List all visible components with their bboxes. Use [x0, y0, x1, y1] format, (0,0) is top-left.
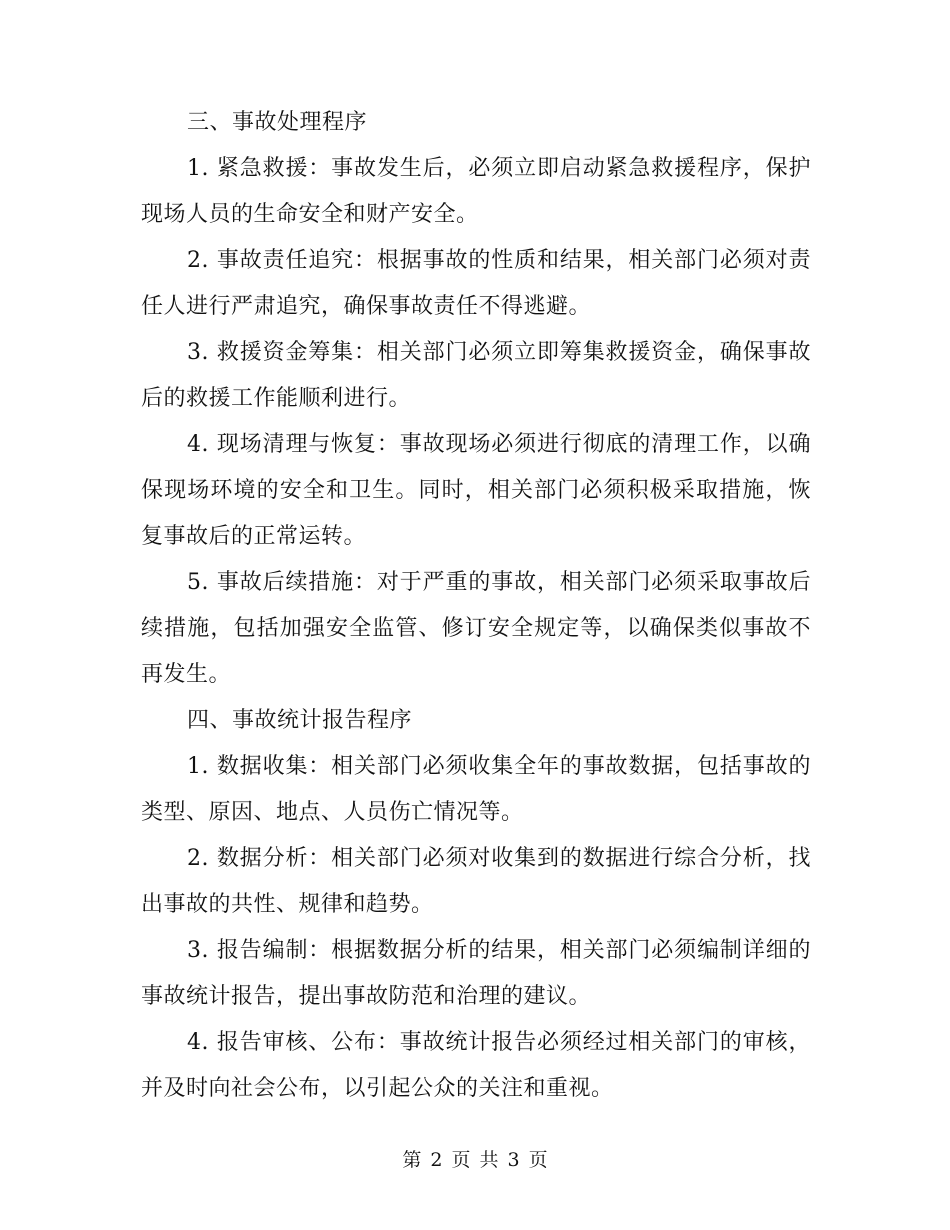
paragraph-follow-up-measures: 5. 事故后续措施：对于严重的事故，相关部门必须采取事故后续措施，包括加强安全监管、修订安全规定等，以确保类似事故不再发生。 [141, 570, 811, 687]
section-heading-accident-handling: 三、事故处理程序 [187, 110, 368, 135]
paragraph-site-cleanup: 4. 现场清理与恢复：事故现场必须进行彻底的清理工作，以确保现场环境的安全和卫生。同时，相关部门必须积极采取措施，恢复事故后的正常运转。 [141, 432, 811, 549]
paragraph-data-analysis: 2. 数据分析：相关部门必须对收集到的数据进行综合分析，找出事故的共性、规律和趋势。 [141, 846, 811, 917]
paragraph-liability: 2. 事故责任追究：根据事故的性质和结果，相关部门必须对责任人进行严肃追究，确保事故责任不得逃避。 [141, 248, 811, 319]
section-heading-statistics-report: 四、事故统计报告程序 [187, 708, 413, 733]
paragraph-emergency-rescue: 1. 紧急救援：事故发生后，必须立即启动紧急救援程序，保护现场人员的生命安全和财产安全。 [141, 156, 811, 227]
paragraph-rescue-funds: 3. 救援资金筹集：相关部门必须立即筹集救援资金，确保事故后的救援工作能顺利进行。 [141, 340, 811, 411]
paragraph-data-collection: 1. 数据收集：相关部门必须收集全年的事故数据，包括事故的类型、原因、地点、人员伤亡情况等。 [141, 754, 811, 825]
document-body [141, 100, 811, 1112]
page-number-footer: 第 2 页 共 3 页 [402, 1149, 548, 1171]
paragraph-report-compilation: 3. 报告编制：根据数据分析的结果，相关部门必须编制详细的事故统计报告，提出事故防范和治理的建议。 [141, 938, 811, 1009]
paragraph-report-review-publish: 4. 报告审核、公布：事故统计报告必须经过相关部门的审核，并及时向社会公布，以引起公众的关注和重视。 [141, 1030, 811, 1101]
